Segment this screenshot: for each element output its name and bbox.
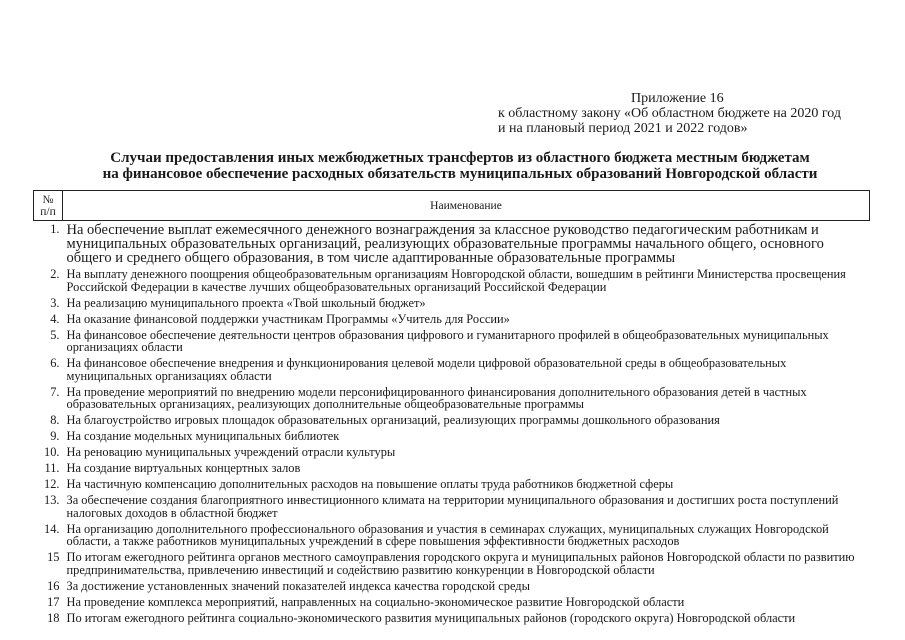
header-number (34, 191, 63, 221)
table-row (34, 384, 870, 413)
table-row (34, 477, 870, 493)
row-text: На проведение комплекса мероприятий, направленных на социально-экономическое развитие Новгородской области (66, 594, 685, 609)
row-number: 11. (44, 461, 60, 475)
row-number: 2. (50, 267, 60, 281)
row-number: 7. (50, 384, 60, 399)
transfers-table (33, 190, 870, 626)
row-text: На реализацию муниципального проекта «Твой школьный бюджет» (66, 295, 426, 310)
table-row (34, 327, 870, 356)
table-row (34, 461, 870, 477)
row-text: На обеспечение выплат ежемесячного денежного вознаграждения за классное руководство педагогическим работникам и муниципальных образовательных организаций, реализующих образовательные программы начального общего, основного общего и среднего общего образования, в том числе адаптированные образовательные программы (66, 221, 824, 266)
table-row (34, 356, 870, 385)
table-row (34, 311, 870, 327)
header-number-line-1: № (42, 193, 54, 206)
row-number: 16 (47, 578, 60, 593)
row-number: 8. (50, 413, 60, 427)
row-number: 15 (47, 550, 60, 564)
table-header-row (34, 191, 870, 221)
table-row (34, 295, 870, 311)
row-number: 10. (44, 445, 60, 459)
row-text: На финансовое обеспечение внедрения и функционирования целевой модели цифровой образовательной среды в общеобразовательных муниципальных организациях области (66, 356, 787, 383)
appendix-header (498, 91, 898, 136)
row-text: На выплату денежного поощрения общеобразовательным организациям Новгородской области, вошедшим в рейтинги Министерства просвещения Российской Федерации в качестве лучших общеобразовательных организаций Российской Федерации (66, 267, 846, 294)
row-number: 17 (47, 594, 60, 609)
row-text: На реновацию муниципальных учреждений отрасли культуры (66, 445, 396, 459)
row-text: За достижение установленных значений показателей индекса качества городской среды (66, 578, 530, 593)
table-row (34, 578, 870, 594)
row-number: 1. (50, 221, 60, 236)
table-row (34, 493, 870, 522)
row-text: По итогам ежегодного рейтинга органов местного самоуправления городского округа и муниципальных районов Новгородской области по развитию предпринимательства, привлечению инвестиций и содействию развитию конкуренции в Новгородской области (66, 550, 855, 577)
row-text: На создание модельных муниципальных библиотек (66, 429, 340, 443)
table-row (34, 445, 870, 461)
table-row (34, 521, 870, 550)
row-number: 4. (50, 311, 60, 326)
row-text: За обеспечение создания благоприятного инвестиционного климата на территории муниципального образования и достигших роста поступлений налоговых доходов в областной бюджет (66, 493, 839, 520)
document-title (40, 150, 880, 182)
row-text: На проведение мероприятий по внедрению модели персонифицированного финансирования дополнительного образования детей в частных образовательных организациях, реализующих дополнительные общеобразовательные программы (66, 384, 807, 411)
document-title-line-2: на финансовое обеспечение расходных обязательств муниципальных образований Новгородской области (102, 166, 818, 182)
row-text: На организацию дополнительного профессионального образования и участия в семинарах служащих, муниципальных служащих Новгородской области, а также работников муниципальных учреждений в сфере повышения эффективности бюджетных расходов (66, 521, 829, 548)
row-text: На благоустройство игровых площадок образовательных организаций, реализующих программы дошкольного образования (66, 413, 720, 427)
row-text: На финансовое обеспечение деятельности центров образования цифрового и гуманитарного профилей в общеобразовательных муниципальных организациях области (66, 327, 829, 354)
table-row (34, 221, 870, 267)
row-text: На создание виртуальных концертных залов (66, 461, 301, 475)
row-number: 5. (50, 327, 60, 342)
row-number: 6. (50, 356, 60, 370)
row-number: 9. (50, 429, 60, 443)
row-text: На частичную компенсацию дополнительных расходов на повышение оплаты труда работников бюджетной сферы (66, 477, 674, 491)
appendix-line-2: и на плановый период 2021 и 2022 годов» (498, 121, 748, 136)
row-number: 18 (47, 610, 60, 625)
document-title-line-1: Случаи предоставления иных межбюджетных трансфертов из областного бюджета местным бюджетам (110, 150, 810, 166)
row-number: 13. (44, 493, 60, 507)
table-row (34, 550, 870, 579)
appendix-line-1: к областному закону «Об областном бюджете на 2020 год (498, 106, 841, 121)
row-number: 12. (44, 477, 60, 491)
table-row (34, 610, 870, 626)
table-row (34, 413, 870, 429)
header-name: Наименование (63, 191, 870, 221)
table-row (34, 267, 870, 296)
row-number: 14. (44, 521, 60, 536)
row-number: 3. (50, 295, 60, 310)
appendix-title: Приложение 16 (631, 91, 724, 106)
table-row (34, 429, 870, 445)
header-number-line-2: п/п (40, 205, 56, 218)
table-row (34, 594, 870, 610)
row-text: По итогам ежегодного рейтинга социально-экономического развития муниципальных районов (городского округа) Новгородской области (66, 610, 796, 625)
row-text: На оказание финансовой поддержки участникам Программы «Учитель для России» (66, 311, 510, 326)
